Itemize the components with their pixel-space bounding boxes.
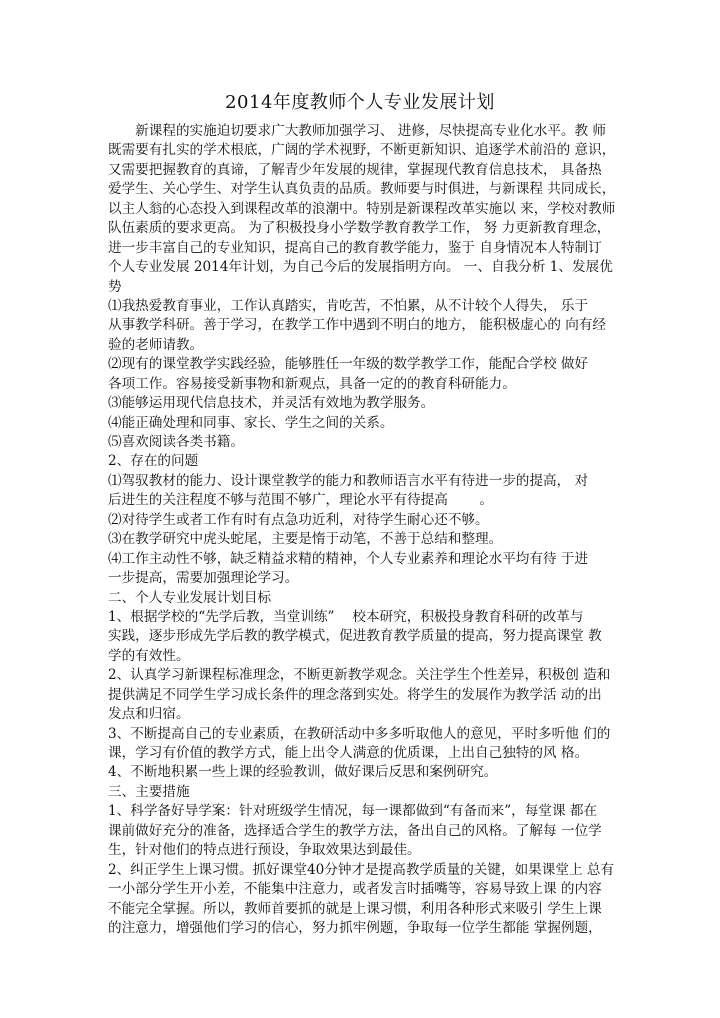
body-text-line: 学的有效性。 bbox=[108, 647, 190, 664]
body-text-line: 个人专业发展 2014年计划，为自己今后的发展指明方向。 一、自我分析 1、发展优 bbox=[108, 259, 613, 276]
body-text-line: 课前做好充分的准备，选择适合学生的教学方法，备出自己的风格。了解每 一位学 bbox=[108, 822, 602, 839]
body-text-line: 一步提高，需要加强理论学习。 bbox=[108, 570, 299, 587]
body-text-line: 提供满足不同学生学习成长条件的理念落到实处。将学生的发展作为教学活 动的出 bbox=[108, 686, 602, 703]
body-text-line: ⑷能正确处理和同事、家长、学生之间的关系。 bbox=[108, 414, 394, 431]
body-text-line: 4、不断地积累一些上课的经验教训，做好课后反思和案例研究。 bbox=[108, 764, 498, 781]
body-text-line: 实践，逐步形成先学后教的教学模式，促进教育教学质量的提高，努力提高课堂 教 bbox=[108, 628, 602, 645]
body-text-line: 不能完全掌握。所以，教师首要抓的就是上课习惯，利用各种形式来吸引 学生上课 bbox=[108, 900, 602, 917]
body-text-line: ⑷工作主动性不够，缺乏精益求精的精神，个人专业素养和理论水平均有待 于进 bbox=[108, 550, 589, 567]
body-text-line: 新课程的实施迫切要求广大教师加强学习、 进修，尽快提高专业化水平。教 师 bbox=[108, 123, 607, 139]
body-text-line: 发点和归宿。 bbox=[108, 706, 190, 723]
body-text-line: 以主人翁的心态投入到课程改革的浪潮中。特别是新课程改革实施以 来，学校对教师 bbox=[108, 200, 616, 217]
body-text-line: ⑶能够运用现代信息技术，并灵活有效地为教学服务。 bbox=[108, 395, 435, 412]
body-text-line: ⑵现有的课堂教学实践经验，能够胜任一年级的数学教学工作，能配合学校 做好 bbox=[108, 356, 589, 373]
body-text-line: 1、科学备好导学案：针对班级学生情况，每一课都做到“有备而来”，每堂课 都在 bbox=[108, 803, 598, 820]
body-text-line: 既需要有扎实的学术根底，广阔的学术视野，不断更新知识、追逐学术前沿的 意识， bbox=[108, 142, 616, 159]
body-text-line: 后进生的关注程度不够与范围不够广，理论水平有待提高 。 bbox=[108, 492, 493, 509]
body-text-line: 2、纠正学生上课习惯。抓好课堂40分钟才是提高教学质量的关键，如果课堂上 总有 bbox=[108, 861, 615, 878]
body-text-line: 爱学生、关心学生、对学生认真负责的品质。教师要与时俱进，与新课程 共同成长， bbox=[108, 181, 616, 198]
body-text-line: 的注意力，增强他们学习的信心，努力抓牢例题，争取每一位学生都能 掌握例题， bbox=[108, 919, 602, 936]
body-text-line: ⑴我热爱教育事业，工作认真踏实，肯吃苦，不怕累，从不计较个人得失， 乐于 bbox=[108, 297, 589, 314]
document-body bbox=[108, 122, 616, 938]
body-text-line: ⑴驾驭教材的能力、设计课堂教学的能力和教师语言水平有待进一步的提高， 对 bbox=[108, 472, 589, 489]
body-text-line: 验的老师请教。 bbox=[108, 336, 204, 353]
body-text-line: ⑵对待学生或者工作有时有点急功近利，对待学生耐心还不够。 bbox=[108, 511, 489, 528]
body-text-line: 2、认真学习新课程标准理念，不断更新教学观念。关注学生个性差异，积极创 造和 bbox=[108, 667, 611, 684]
body-text-line: 生，针对他们的特点进行预设，争取效果达到最佳。 bbox=[108, 842, 421, 859]
body-text-line: 三、主要措施 bbox=[108, 783, 190, 800]
body-text-line: 各项工作。容易接受新事物和新观点，具备一定的的教育科研能力。 bbox=[108, 375, 516, 392]
body-text-line: 1、根据学校的“先学后教，当堂训练” 校本研究，积极投身教育科研的改革与 bbox=[108, 608, 584, 625]
body-text-line: 势 bbox=[108, 278, 122, 295]
body-text-line: 课，学习有价值的教学方式，能上出令人满意的优质课，上出自己独特的风 格。 bbox=[108, 745, 589, 761]
body-text-line: 2、存在的问题 bbox=[108, 453, 199, 470]
body-text-line: 队伍素质的要求更高。 为了积极投身小学数学教育教学工作， 努 力更新教育理念， bbox=[108, 220, 611, 237]
body-text-line: ⑶在教学研究中虎头蛇尾，主要是惰于动笔，不善于总结和整理。 bbox=[108, 531, 503, 548]
body-text-line: 二、个人专业发展计划目标 bbox=[108, 589, 272, 606]
body-text-line: ⑸喜欢阅读各类书籍。 bbox=[108, 434, 244, 450]
body-text-line: 又需要把握教育的真谛，了解青少年发展的规律，掌握现代教育信息技术， 具备热 bbox=[108, 161, 602, 178]
body-text-line: 从事教学科研。善于学习，在教学工作中遇到不明白的地方， 能积极虚心的 向有经 bbox=[108, 317, 607, 334]
document-title: 2014年度教师个人专业发展计划 bbox=[225, 92, 495, 113]
body-text-line: 一小部分学生开小差，不能集中注意力，或者发言时插嘴等，容易导致上课 的内容 bbox=[108, 881, 602, 898]
body-text-line: 进一步丰富自己的专业知识，提高自己的教育教学能力，鉴于 自身情况本人特制订 bbox=[108, 239, 602, 256]
body-text-line: 3、不断提高自己的专业素质，在教研活动中多多听取他人的意见，平时多听他 们的 bbox=[108, 725, 611, 742]
